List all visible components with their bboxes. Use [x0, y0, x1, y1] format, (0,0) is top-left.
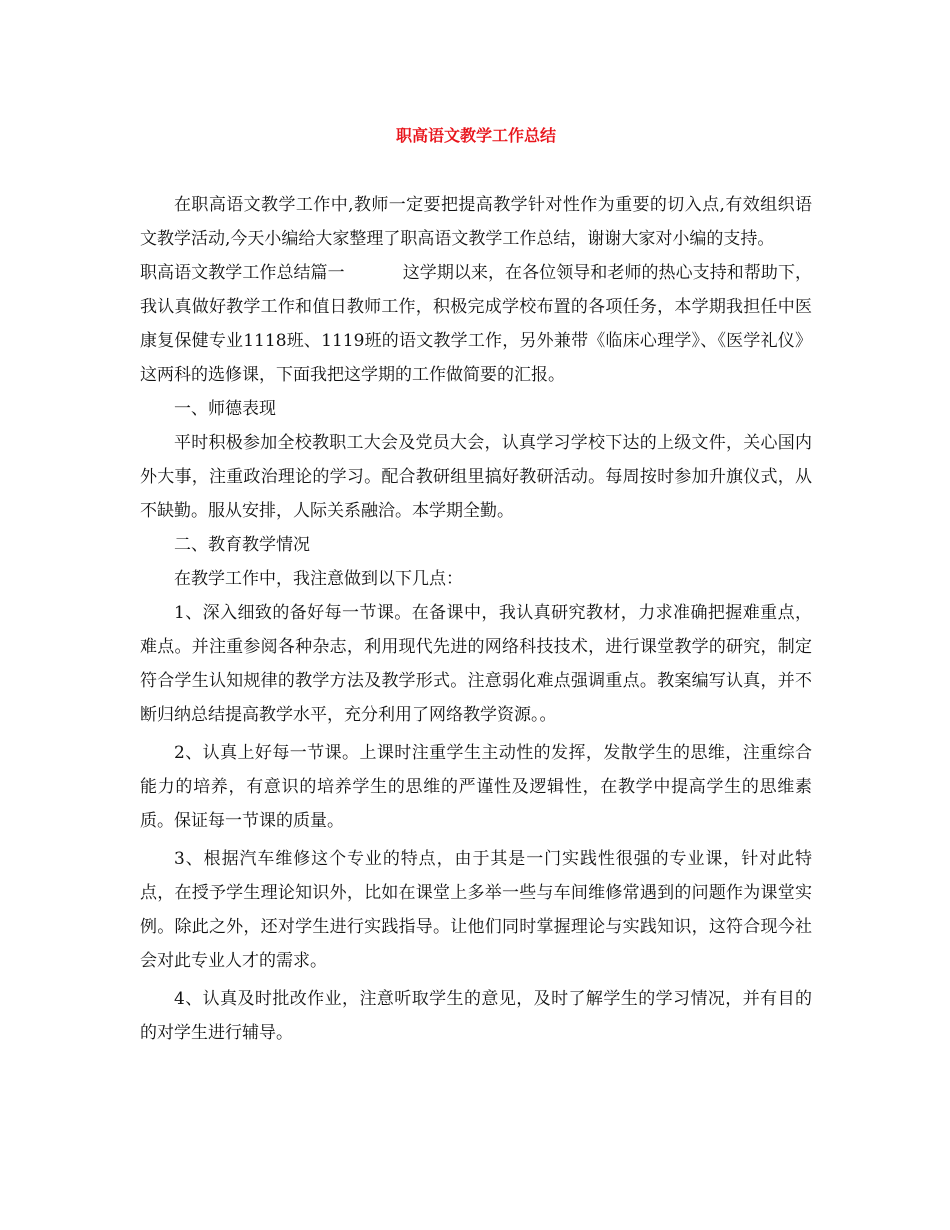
document-body [140, 188, 812, 1050]
section-label: 职高语文教学工作总结篇一 [140, 263, 345, 283]
heading-teaching-situation: 二、教育教学情况 [174, 535, 310, 555]
ethics-paragraph: 平时积极参加全校教职工大会及党员大会，认真学习学校下达的上级文件，关心国内外大事，注重政治理论的学习。配合教研组里搞好教研活动。每周按时参加升旗仪式，从不缺勤。服从安排，人际关系融洽。本学期全勤。 [140, 433, 812, 521]
section-paragraph [140, 256, 812, 392]
heading-teacher-ethics: 一、师德表现 [174, 399, 276, 419]
list-item-2: 2、认真上好每一节课。上课时注重学生主动性的发挥，发散学生的思维，注重综合能力的培养，有意识的培养学生的思维的严谨性及逻辑性，在教学中提高学生的思维素质。保证每一节课的质量。 [140, 743, 812, 831]
list-item-1: 1、深入细致的备好每一节课。在备课中，我认真研究教材，力求准确把握难重点，难点。并注重参阅各种杂志，利用现代先进的网络科技技术，进行课堂教学的研究，制定符合学生认知规律的教学方法及教学形式。注意弱化难点强调重点。教案编写认真，并不断归纳总结提高教学水平，充分利用了网络教学资源。。 [140, 603, 812, 725]
list-item-3: 3、根据汽车维修这个专业的特点，由于其是一门实践性很强的专业课，针对此特点，在授予学生理论知识外，比如在课堂上多举一些与车间维修常遇到的问题作为课堂实例。除此之外，还对学生进行实践指导。让他们同时掌握理论与实践知识，这符合现今社会对此专业人才的需求。 [140, 849, 812, 971]
section-first-text: 这学期以来，在各位领导和老师的热心支持和帮助下，我认真做好教学工作和值日教师工作，积极完成学校布置的各项任务，本学期我担任中医康复保健专业1118班、1119班的语文教学工作，另外兼带《临床心理学》、《医学礼仪》这两科的选修课，下面我把这学期的工作做简要的汇报。 [140, 263, 813, 385]
document-title: 职高语文教学工作总结 [395, 126, 556, 145]
teaching-intro-paragraph: 在教学工作中，我注意做到以下几点： [174, 569, 463, 589]
intro-paragraph: 在职高语文教学工作中,教师一定要把提高教学针对性作为重要的切入点,有效组织语文教学活动,今天小编给大家整理了职高语文教学工作总结，谢谢大家对小编的支持。 [140, 195, 812, 249]
list-item-4: 4、认真及时批改作业，注意听取学生的意见，及时了解学生的学习情况，并有目的的对学生进行辅导。 [140, 989, 812, 1043]
